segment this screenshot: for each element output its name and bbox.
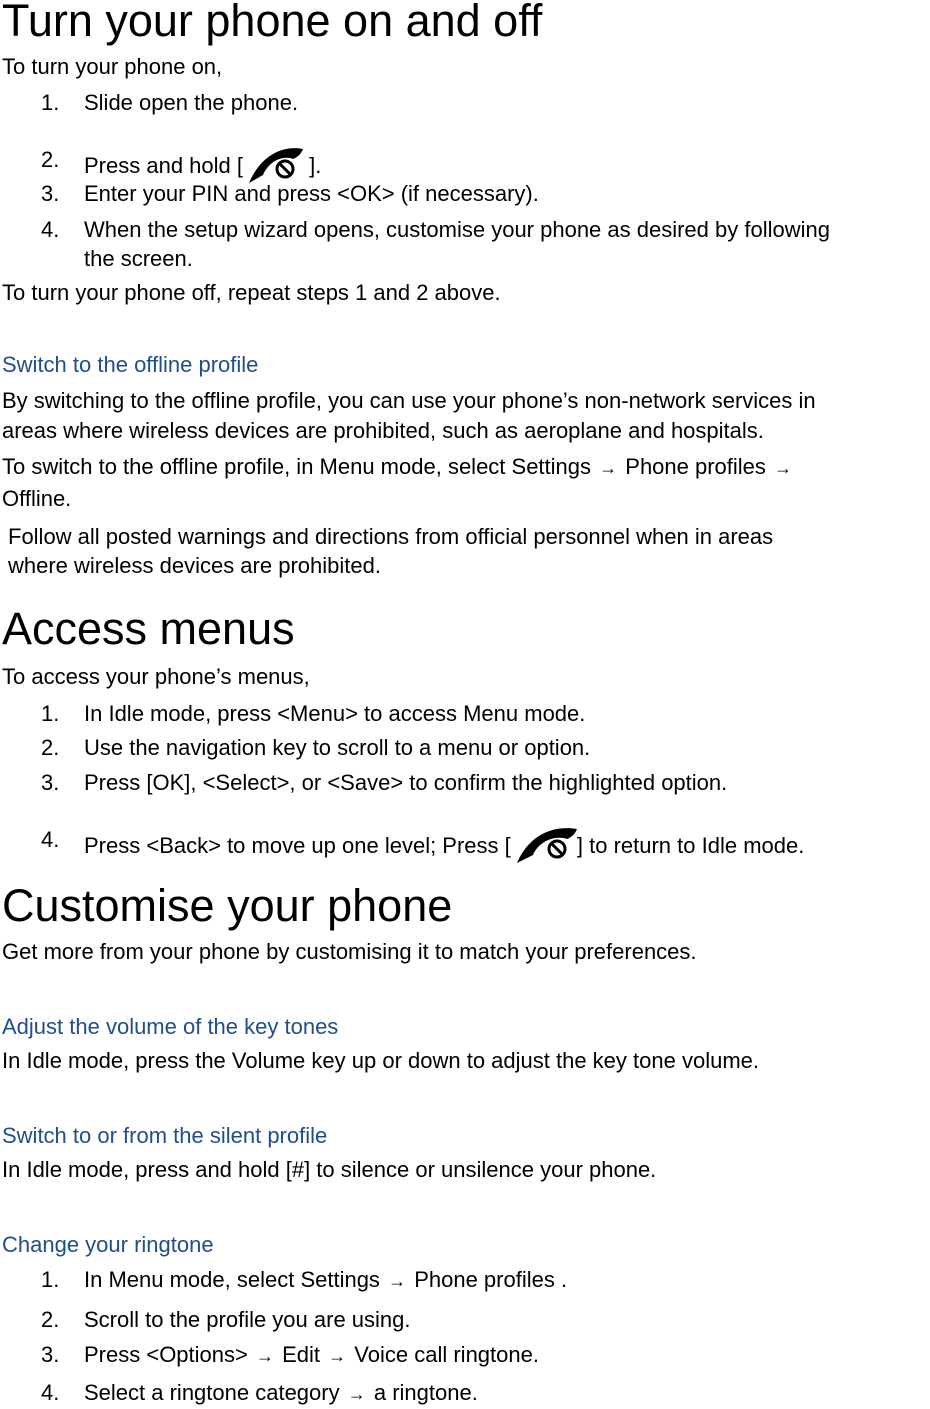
ringtone-step-4-start: Select a ringtone category <box>84 1380 340 1405</box>
ringtone-step-1 <box>84 1265 567 1296</box>
ringtone-step-2: Scroll to the profile you are using. <box>84 1307 411 1332</box>
access-step-4-text: Press <Back> to move up one level; Press [ <box>84 833 511 858</box>
ringtone-step-1-end: Phone profiles . <box>414 1267 568 1292</box>
step-number: 2. <box>41 147 60 172</box>
arrow-icon: → <box>256 1346 274 1366</box>
turn-on-step-4: When the setup wizard opens, customise your phone as desired by following <box>84 217 830 242</box>
warning-note-1: Follow all posted warnings and directions from official personnel when in areas <box>8 524 774 549</box>
turn-on-step-2-text: Press and hold [ <box>84 153 243 178</box>
offline-text-1: By switching to the offline profile, you can use your phone’s non-network services in <box>2 388 816 413</box>
offline-path-start: To switch to the offline profile, in Menu mode, select Settings <box>2 454 592 479</box>
ringtone-step-3-middle: Edit <box>282 1342 321 1367</box>
step-number: 3. <box>41 770 60 795</box>
step-number: 2. <box>41 735 60 760</box>
heading-turn-on-off: Turn your phone on and off <box>2 0 543 46</box>
heading-access-menus: Access menus <box>2 603 295 654</box>
step-number: 3. <box>41 181 60 206</box>
arrow-icon: → <box>388 1271 407 1291</box>
heading-silent-profile: Switch to or from the silent profile <box>2 1123 328 1148</box>
ringtone-step-3 <box>84 1340 539 1371</box>
access-step-4-end: ] to return to Idle mode. <box>570 833 805 858</box>
access-step-3: Press [OK], <Select>, or <Save> to confirm the highlighted option. <box>84 770 728 795</box>
step-number: 1. <box>41 90 60 115</box>
access-step-2: Use the navigation key to scroll to a menu or option. <box>84 735 591 760</box>
step-number: 1. <box>41 701 60 726</box>
access-intro: To access your phone’s menus, <box>2 664 310 689</box>
turn-off-text: To turn your phone off, repeat steps 1 and 2 above. <box>2 280 501 305</box>
turn-on-step-2-end: ]. <box>302 153 322 178</box>
ringtone-step-4-end: a ringtone. <box>373 1380 478 1405</box>
step-number: 4. <box>41 827 60 852</box>
heading-change-ringtone: Change your ringtone <box>2 1232 214 1257</box>
arrow-icon: → <box>347 1384 366 1404</box>
arrow-icon: → <box>774 458 793 478</box>
warning-note-2: where wireless devices are prohibited. <box>8 553 381 578</box>
heading-offline-profile: Switch to the offline profile <box>2 352 259 377</box>
turn-on-step-4-cont: the screen. <box>84 246 193 271</box>
heading-key-tone-volume: Adjust the volume of the key tones <box>2 1014 339 1039</box>
customise-intro: Get more from your phone by customising it to match your preferences. <box>2 939 697 964</box>
step-number: 2. <box>41 1307 60 1332</box>
access-step-4 <box>84 825 804 865</box>
offline-text-3 <box>2 452 794 483</box>
turn-on-step-1: Slide open the phone. <box>84 90 299 115</box>
offline-text-2: areas where wireless devices are prohibited, such as aeroplane and hospitals. <box>2 418 764 443</box>
ringtone-step-3-start: Press <Options> <box>84 1342 248 1367</box>
ringtone-step-4 <box>84 1378 478 1409</box>
step-number: 3. <box>41 1342 60 1367</box>
step-number: 1. <box>41 1267 60 1292</box>
end-key-icon <box>511 825 571 865</box>
silent-profile-text: In Idle mode, press and hold [#] to silence or unsilence your phone. <box>2 1157 657 1182</box>
arrow-icon: → <box>328 1346 347 1366</box>
key-tone-volume-text: In Idle mode, press the Volume key up or down to adjust the key tone volume. <box>2 1048 759 1073</box>
ringtone-step-3-end: Voice call ringtone. <box>354 1342 539 1367</box>
step-number: 4. <box>41 1380 60 1405</box>
offline-path-middle: Phone profiles <box>625 454 766 479</box>
arrow-icon: → <box>599 458 618 478</box>
access-step-1: In Idle mode, press <Menu> to access Menu mode. <box>84 701 586 726</box>
turn-on-intro: To turn your phone on, <box>2 54 223 79</box>
offline-text-4: Offline. <box>2 486 72 511</box>
heading-customise: Customise your phone <box>2 880 453 931</box>
step-number: 4. <box>41 217 60 242</box>
ringtone-step-1-start: In Menu mode, select Settings <box>84 1267 380 1292</box>
turn-on-step-3: Enter your PIN and press <OK> (if necessary). <box>84 181 539 206</box>
